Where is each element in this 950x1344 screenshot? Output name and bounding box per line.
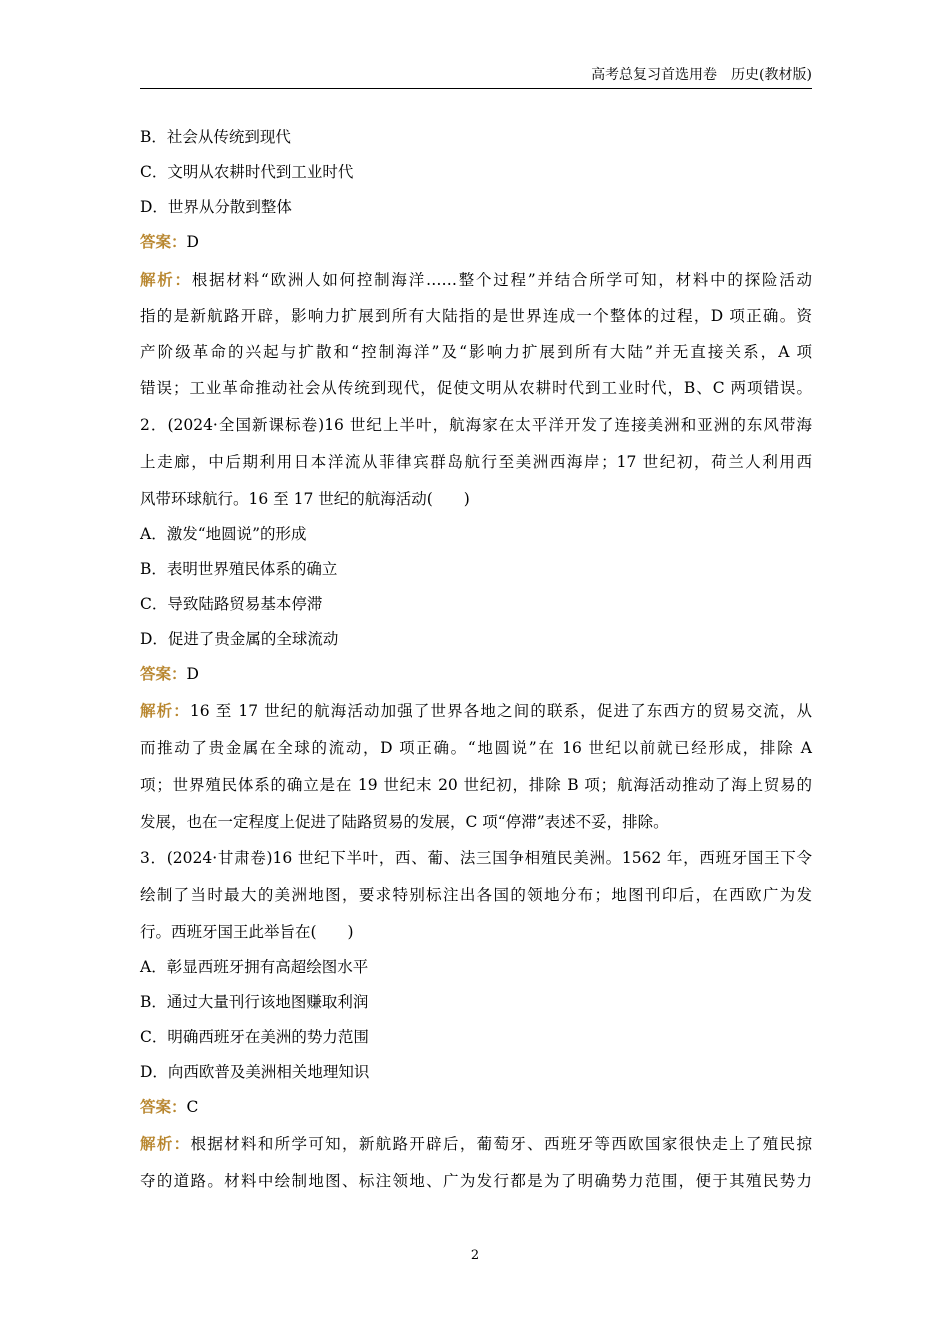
- q3-option-d: D．向西欧普及美洲相关地理知识: [140, 1063, 370, 1081]
- q3-analysis-text: 根据材料和所学可知，新航路开辟后，葡萄牙、西班牙等西欧国家很快走上了殖民掠: [190, 1135, 812, 1153]
- answer-label: 答案：: [140, 1097, 187, 1116]
- q3-option-b: B．通过大量刊行该地图赚取利润: [140, 993, 369, 1011]
- q2-analysis-line: 项；世界殖民体系的确立是在 19 世纪末 20 世纪初，排除 B 项；航海活动推动了海上贸易的: [140, 776, 812, 794]
- q3-answer: [140, 1097, 812, 1117]
- q3-stem-line: 行。西班牙国王此举旨在( ): [140, 923, 354, 941]
- q2-stem-line: 上走廊，中后期利用日本洋流从菲律宾群岛航行至美洲西海岸；17 世纪初，荷兰人利用西: [140, 453, 812, 471]
- q2-stem-line: 风带环球航行。16 至 17 世纪的航海活动( ): [140, 490, 470, 508]
- answer-label: 答案：: [140, 664, 187, 683]
- q2-stem-line: 2．(2024·全国新课标卷)16 世纪上半叶，航海家在太平洋开发了连接美洲和亚洲的东风带海: [140, 416, 812, 434]
- q2-option-a: A．激发“地圆说”的形成: [140, 525, 307, 543]
- q1-analysis-line: 产阶级革命的兴起与扩散和“控制海洋”及“影响力扩展到所有大陆”并无直接关系，A 项: [140, 343, 812, 361]
- q2-analysis-line: [140, 701, 812, 721]
- q2-answer: [140, 664, 812, 684]
- q3-answer-value: C: [186, 1098, 199, 1116]
- page-number: 2: [470, 1248, 480, 1263]
- q3-option-c: C．明确西班牙在美洲的势力范围: [140, 1028, 369, 1046]
- q2-analysis-line: 发展，也在一定程度上促进了陆路贸易的发展，C 项“停滞”表述不妥，排除。: [140, 813, 669, 831]
- q2-analysis-text: 16 至 17 世纪的航海活动加强了世界各地之间的联系，促进了东西方的贸易交流，从: [189, 702, 812, 720]
- q2-option-c: C．导致陆路贸易基本停滞: [140, 595, 323, 613]
- q1-option-c: C．文明从农耕时代到工业时代: [140, 163, 354, 181]
- page-header: [140, 66, 812, 89]
- q1-analysis-line: 指的是新航路开辟，影响力扩展到所有大陆指的是世界连成一个整体的过程，D 项正确。资: [140, 307, 812, 325]
- analysis-label: 解析：: [140, 701, 190, 720]
- analysis-label: 解析：: [140, 1134, 191, 1153]
- q1-analysis-line: 错误；工业革命推动社会从传统到现代，促使文明从农耕时代到工业时代，B、C 两项错误。: [140, 379, 812, 397]
- answer-label: 答案：: [140, 232, 187, 251]
- q3-stem-line: 绘制了当时最大的美洲地图，要求特别标注出各国的领地分布；地图刊印后，在西欧广为发: [140, 886, 812, 904]
- q3-stem-line: 3．(2024·甘肃卷)16 世纪下半叶，西、葡、法三国争相殖民美洲。1562 年，西班牙国王下令: [140, 849, 812, 867]
- q2-analysis-line: 而推动了贵金属在全球的流动，D 项正确。“地圆说”在 16 世纪以前就已经形成，排除 A: [140, 739, 812, 757]
- q1-analysis-line: [140, 270, 812, 290]
- q2-option-d: D．促进了贵金属的全球流动: [140, 630, 339, 648]
- q1-answer-value: D: [186, 233, 199, 251]
- q3-analysis-line: [140, 1134, 812, 1154]
- q1-analysis-text: 根据材料“欧洲人如何控制海洋……整个过程”并结合所学可知，材料中的探险活动: [191, 271, 812, 289]
- q3-option-a: A．彰显西班牙拥有高超绘图水平: [140, 958, 369, 976]
- q1-answer: [140, 232, 812, 252]
- header-title: 高考总复习首选用卷 历史(教材版): [591, 67, 812, 83]
- q1-option-b: B．社会从传统到现代: [140, 128, 291, 146]
- q2-option-b: B．表明世界殖民体系的确立: [140, 560, 338, 578]
- q1-option-d: D．世界从分散到整体: [140, 198, 292, 216]
- q3-analysis-line: 夺的道路。材料中绘制地图、标注领地、广为发行都是为了明确势力范围，便于其殖民势力: [140, 1172, 812, 1190]
- q2-answer-value: D: [186, 665, 199, 683]
- analysis-label: 解析：: [140, 270, 192, 289]
